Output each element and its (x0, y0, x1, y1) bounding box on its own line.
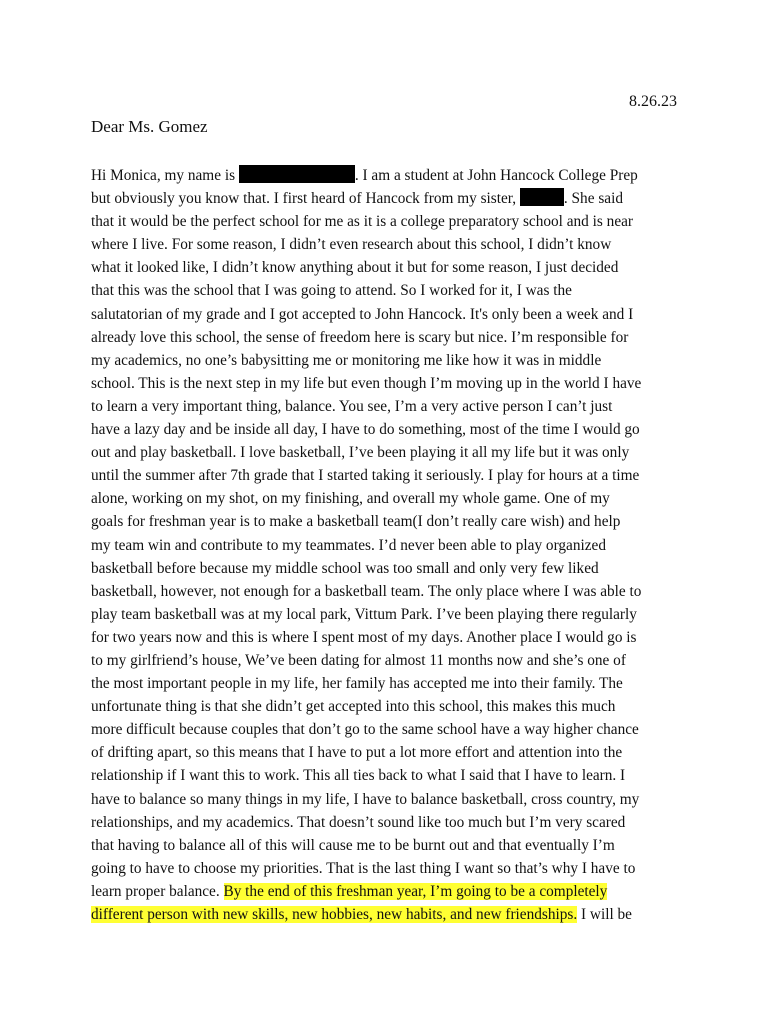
body-text: goals for freshman year is to make a basketball team(I don’t really care wish) and help (91, 513, 621, 531)
body-line (91, 164, 691, 187)
body-line (91, 187, 691, 210)
redaction-bar (520, 188, 564, 206)
body-line (91, 395, 691, 418)
body-line (91, 279, 691, 302)
body-line (91, 210, 691, 233)
body-line (91, 349, 691, 372)
salutation: Dear Ms. Gomez (91, 117, 208, 136)
body-line (91, 557, 691, 580)
body-text: relationship if I want this to work. This all ties back to what I said that I have to learn. I (91, 767, 626, 785)
body-text: that this was the school that I was going to attend. So I worked for it, I was the (91, 282, 572, 300)
body-line (91, 788, 691, 811)
body-text: where I live. For some reason, I didn’t even research about this school, I didn’t know (91, 236, 612, 254)
body-line (91, 695, 691, 718)
body-text: until the summer after 7th grade that I started taking it seriously. I play for hours at a time (91, 467, 640, 485)
body-text: . I am a student at John Hancock College Prep (354, 167, 638, 184)
body-text: unfortunate thing is that she didn’t get accepted into this school, this makes this much (91, 698, 616, 716)
body-text: my team win and contribute to my teammates. I’d never been able to play organized (91, 536, 606, 554)
body-text: school. This is the next step in my life but even though I’m moving up in the world I have (91, 374, 642, 392)
body-line (91, 418, 691, 441)
body-line (91, 510, 691, 533)
body-text: of drifting apart, so this means that I have to put a lot more effort and attention into the (91, 744, 623, 762)
body-text: relationships, and my academics. That doesn’t sound like too much but I’m very scared (91, 813, 626, 831)
body-text: Hi Monica, my name is (91, 167, 239, 184)
body-text: I will be (577, 906, 632, 923)
body-text: going to have to choose my priorities. That is the last thing I want so that’s why I have to (91, 859, 636, 877)
body-line (91, 441, 691, 464)
body-text: out and play basketball. I love basketball, I’ve been playing it all my life but it was only (91, 444, 630, 462)
body-line (91, 834, 691, 857)
body-line (91, 372, 691, 395)
body-line (91, 256, 691, 279)
body-text: already love this school, the sense of freedom here is scary but nice. I’m responsible for (91, 328, 629, 346)
body-text: have a lazy day and be inside all day, I have to do something, most of the time I would go (91, 421, 640, 439)
letter-date: 8.26.23 (629, 93, 677, 110)
body-line (91, 880, 691, 903)
body-line (91, 534, 691, 557)
body-text: to learn a very important thing, balance. You see, I’m a very active person I can’t just (91, 397, 613, 415)
body-text: for two years now and this is where I spent most of my days. Another place I would go is (91, 628, 637, 646)
body-line (91, 903, 691, 926)
highlighted-text: different person with new skills, new hobbies, new habits, and new friendships. (91, 906, 578, 923)
body-text: basketball before because my middle school was too small and only very few liked (91, 559, 599, 577)
body-text: salutatorian of my grade and I got accepted to John Hancock. It's only been a week and I (91, 305, 634, 323)
body-line (91, 718, 691, 741)
body-line (91, 672, 691, 695)
body-text: . She said (563, 190, 623, 208)
body-text: basketball, however, not enough for a basketball team. The only place where I was able to (91, 582, 642, 600)
body-line (91, 857, 691, 880)
redaction-bar (239, 165, 355, 183)
body-text: what it looked like, I didn’t know anything about it but for some reason, I just decided (91, 259, 619, 277)
body-line (91, 326, 691, 349)
body-text: alone, working on my shot, on my finishing, and overall my whole game. One of my (91, 490, 610, 508)
body-line (91, 580, 691, 603)
body-line (91, 649, 691, 672)
body-text: play team basketball was at my local park, Vittum Park. I’ve been playing there regularly (91, 605, 637, 623)
body-line (91, 764, 691, 787)
body-line (91, 811, 691, 834)
body-line (91, 626, 691, 649)
body-text: but obviously you know that. I first heard of Hancock from my sister, (91, 190, 520, 208)
body-text: my academics, no one’s babysitting me or monitoring me like how it was in middle (91, 351, 602, 369)
body-line (91, 603, 691, 626)
body-line (91, 741, 691, 764)
body-line (91, 487, 691, 510)
body-text: the most important people in my life, her family has accepted me into their family. The (91, 675, 623, 693)
body-line (91, 303, 691, 326)
letter-body (91, 164, 691, 926)
body-line (91, 464, 691, 487)
body-line (91, 233, 691, 256)
highlighted-text: By the end of this freshman year, I’m going to be a completely (223, 882, 608, 900)
body-text: more difficult because couples that don’t go to the same school have a way higher chance (91, 721, 639, 739)
body-text: learn proper balance. (91, 882, 224, 900)
body-text: have to balance so many things in my life, I have to balance basketball, cross country, my (91, 790, 640, 808)
body-text: that having to balance all of this will cause me to be burnt out and that eventually I’m (91, 836, 615, 854)
body-text: that it would be the perfect school for me as it is a college preparatory school and is near (91, 213, 634, 231)
body-text: to my girlfriend’s house, We’ve been dating for almost 11 months now and she’s one of (91, 651, 626, 669)
